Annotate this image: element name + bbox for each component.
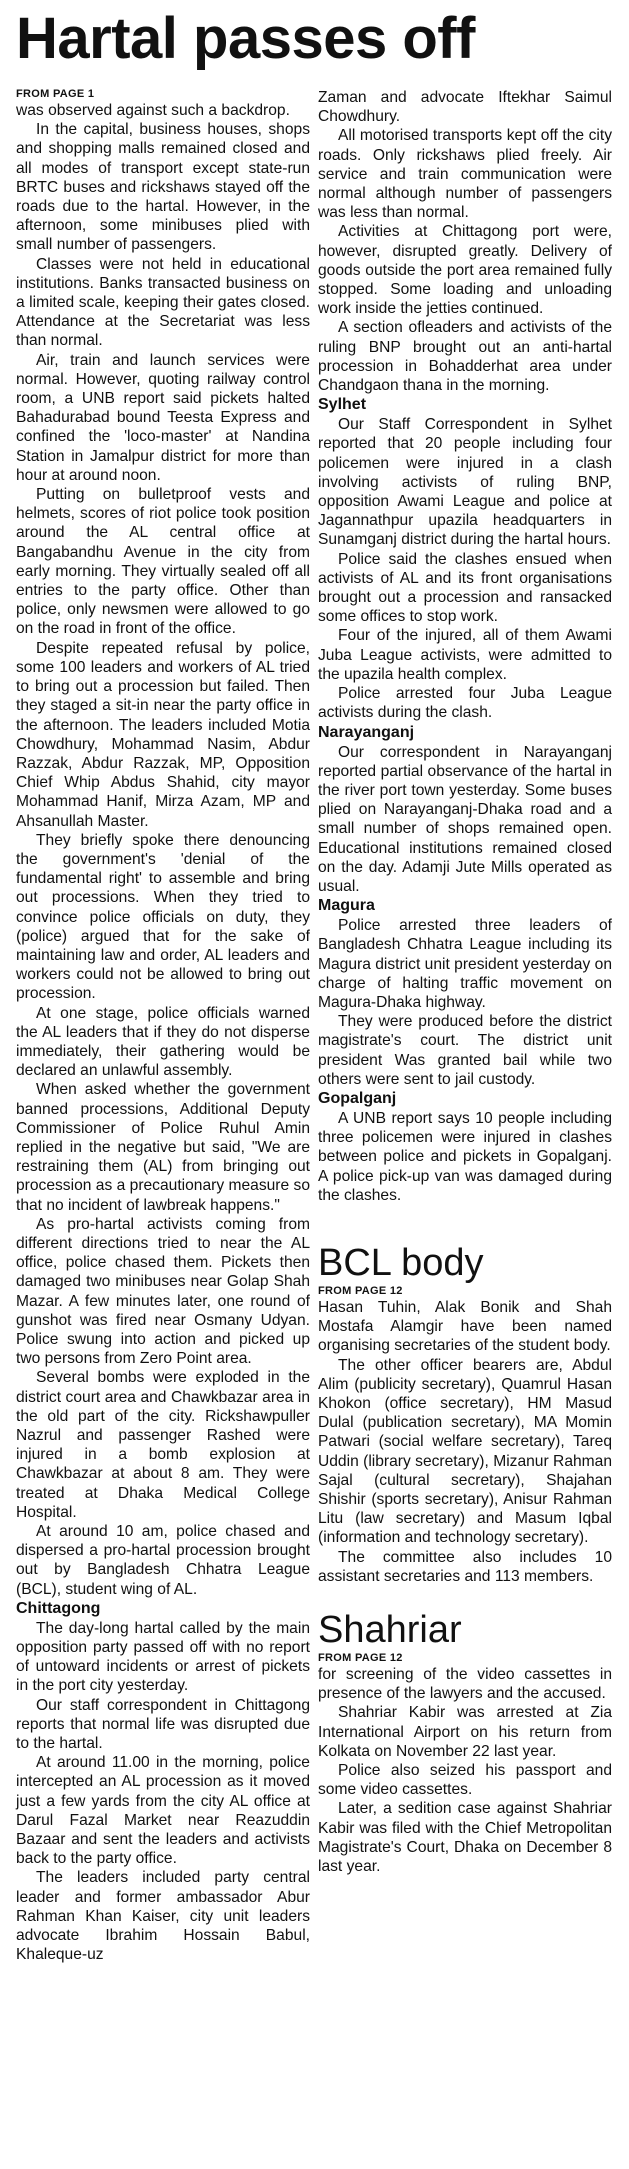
paragraph: The committee also includes 10 assistant secretaries and 113 members. (318, 1548, 612, 1585)
paragraph: In the capital, business houses, shops and shopping malls remained closed and all modes of transport except state-run BRTC buses and rickshaws stayed off the roads due to the hartal. However, in the afternoon, some minibuses plied with small number of passengers. (16, 121, 310, 254)
paragraph: Police arrested three leaders of Bangladesh Chhatra League including its Magura district unit president yesterday on charge of halting traffic movement on Magura-Dhaka highway. (318, 917, 612, 1011)
headline: Hartal passes off (16, 6, 475, 71)
paragraph: When asked whether the government banned processions, Additional Deputy Commissioner of Police Ruhul Amin replied in the negative but said, "We are restraining them (AL) from bringing out procession as a precautionary measure so that no incident of lawbreak happens." (16, 1081, 310, 1214)
paragraph: Our Staff Correspondent in Sylhet reported that 20 people including four policemen were injured in a clash involving activists of ruling BNP, opposition Awami League and police at Jagannathpur upazila headquarters in Sunamganj district during the hartal hours. (318, 416, 612, 549)
paragraph: The other officer bearers are, Abdul Alim (publicity secretary), Quamrul Hasan Khokon (office secretary), HM Masud Dulal (publication secretary), MA Momin Patwari (social welfare secretary), Tareq Uddin (library secretary), Mizanur Rahman Sajal (cultural secretary), Shajahan Shishir (sports secretary), Anisur Rahman Litu (law secretary) and Masum Iqbal (information and technology secretary). (318, 1356, 612, 1547)
paragraph: Police said the clashes ensued when activists of AL and its front organisations brought out a procession and ransacked some offices to stop work. (318, 550, 612, 626)
paragraph: Zaman and advocate Iftekhar Saimul Chowdhury. (318, 89, 612, 126)
spacer (318, 1586, 612, 1608)
from-page-label: FROM PAGE 1 (16, 88, 95, 100)
paragraph: The leaders included party central leader and former ambassador Abur Rahman Khan Kaiser, city unit leaders advocate Ibrahim Hossain Babul, Khaleque-uz (16, 1869, 310, 1964)
paragraph: All motorised transports kept off the city roads. Only rickshaws plied freely. Air service and train communication were normal although number of passengers was less than normal. (318, 127, 612, 222)
paragraph: Classes were not held in educational institutions. Banks transacted business on a limited scale, keeping their gates closed. Attendance at the Secretariat was less than normal. (16, 255, 310, 350)
subheading-chittagong: Chittagong (16, 1599, 101, 1617)
bcl-headline: BCL body (318, 1241, 484, 1284)
paragraph: Police also seized his passport and some video cassettes. (318, 1762, 612, 1799)
paragraph: Putting on bulletproof vests and helmets, scores of riot police took position around the AL central office at Bangabandhu Avenue in the city from early morning. They virtually sealed off all entries to the party office. Other than police, only newsmen were allowed to go on the road in front of the office. (16, 486, 310, 638)
paragraph: At one stage, police officials warned the AL leaders that if they do not disperse immediately, their gathering would be declared an unlawful assembly. (16, 1004, 310, 1080)
from-page-label: FROM PAGE 12 (318, 1284, 403, 1297)
paragraph: was observed against such a backdrop. (16, 102, 290, 119)
subheading-narayanganj: Narayanganj (318, 723, 415, 741)
subheading-magura: Magura (318, 897, 375, 915)
paragraph: Shahriar Kabir was arrested at Zia International Airport on his return from Kolkata on November 22 last year. (318, 1704, 612, 1760)
paragraph: Four of the injured, all of them Awami Juba League activists, were admitted to the upazila health complex. (318, 627, 612, 683)
subheading-gopalganj: Gopalganj (318, 1089, 397, 1107)
paragraph: Air, train and launch services were normal. However, quoting railway control room, a UNB report said pickets halted Bahadurabad bound Teesta Express and confined the 'loco-master' at Nandina Station in Jamalpur district for more than hour at around noon. (16, 351, 310, 484)
paragraph: A section ofleaders and activists of the ruling BNP brought out an anti-hartal procession in Bohadderhat area under Chandgaon thana in the morning. (318, 319, 612, 395)
subheading-sylhet: Sylhet (318, 396, 367, 414)
right-column (318, 88, 612, 1876)
spacer (318, 1205, 612, 1241)
paragraph: A UNB report says 10 people including three policemen were injured in clashes between police and pickets in Gopalganj. A police pick-up van was damaged during the clashes. (318, 1109, 612, 1204)
paragraph: They were produced before the district magistrate's court. The district unit president Was granted bail while two others were sent to jail custody. (318, 1013, 612, 1088)
paragraph: Police arrested four Juba League activists during the clash. (318, 685, 612, 722)
left-column (16, 88, 310, 1965)
shahriar-headline: Shahriar (318, 1609, 462, 1652)
paragraph: Hasan Tuhin, Alak Bonik and Shah Mostafa Alamgir have been named organising secretaries of the student body. (318, 1298, 612, 1355)
paragraph: As pro-hartal activists coming from different directions tried to near the AL office, police chased them. Pickets then damaged two minibuses near Golap Shah Mazar. A few minutes later, one round of gunshot was fired near Osmany Udyan. Police swung into action and picked up two persons from Zero Point area. (16, 1215, 310, 1368)
paragraph: Our correspondent in Narayanganj reported partial observance of the hartal in the river port town yesterday. Some buses plied on Narayanganj-Dhaka road and a small number of shops remained open. Educational institutions remained closed on the day. Adamji Jute Mills operated as usual. (318, 743, 612, 895)
paragraph: At around 10 am, police chased and dispersed a pro-hartal procession brought out by Bangladesh Chhatra League (BCL), student wing of AL. (16, 1523, 310, 1598)
from-page-label: FROM PAGE 12 (318, 1652, 403, 1665)
paragraph: They briefly spoke there denouncing the government's 'denial of the fundamental right' to assemble and bring out processions. When they tried to convince police officials on duty, they (police) argued that for the sake of maintaining law and order, AL leaders and workers could not be allowed to bring out procession. (16, 831, 310, 1003)
paragraph: The day-long hartal called by the main opposition party passed off with no report of untoward incidents or arrest of pickets in the port city yesterday. (16, 1619, 310, 1695)
paragraph: for screening of the video cassettes in presence of the lawyers and the accused. (318, 1666, 612, 1703)
paragraph: Our staff correspondent in Chittagong reports that normal life was disrupted due to the hartal. (16, 1696, 310, 1753)
paragraph: Activities at Chittagong port were, however, disrupted greatly. Delivery of goods outside the port area remained fully stopped. Some loading and unloading work inside the jetties continued. (318, 223, 612, 318)
paragraph: Despite repeated refusal by police, some 100 leaders and workers of AL tried to bring out a procession but failed. Then they staged a sit-in near the party office in the afternoon. The leaders included Motia Chowdhury, Mohammad Nasim, Abdur Razzak, Abdur Razzak, MP, Opposition Chief Whip Abdus Shahid, city mayor Mohammad Hanif, Mirza Azam, MP and Ahsanullah Master. (16, 639, 310, 830)
paragraph: At around 11.00 in the morning, police intercepted an AL procession as it moved just a few yards from the city AL office at Darul Fazal Market near Reazuddin Bazaar and sent the leaders and activists back to the party office. (16, 1754, 310, 1868)
paragraph: Later, a sedition case against Shahriar Kabir was filed with the Chief Metropolitan Magistrate's Court, Dhaka on December 8 last year. (318, 1800, 612, 1876)
paragraph: Several bombs were exploded in the district court area and Chawkbazar area in the old part of the city. Rickshawpuller Nazrul and passenger Rashed were injured in a bomb explosion at Chawkbazar at about 8 am. They were treated at Dhaka Medical College Hospital. (16, 1369, 310, 1521)
